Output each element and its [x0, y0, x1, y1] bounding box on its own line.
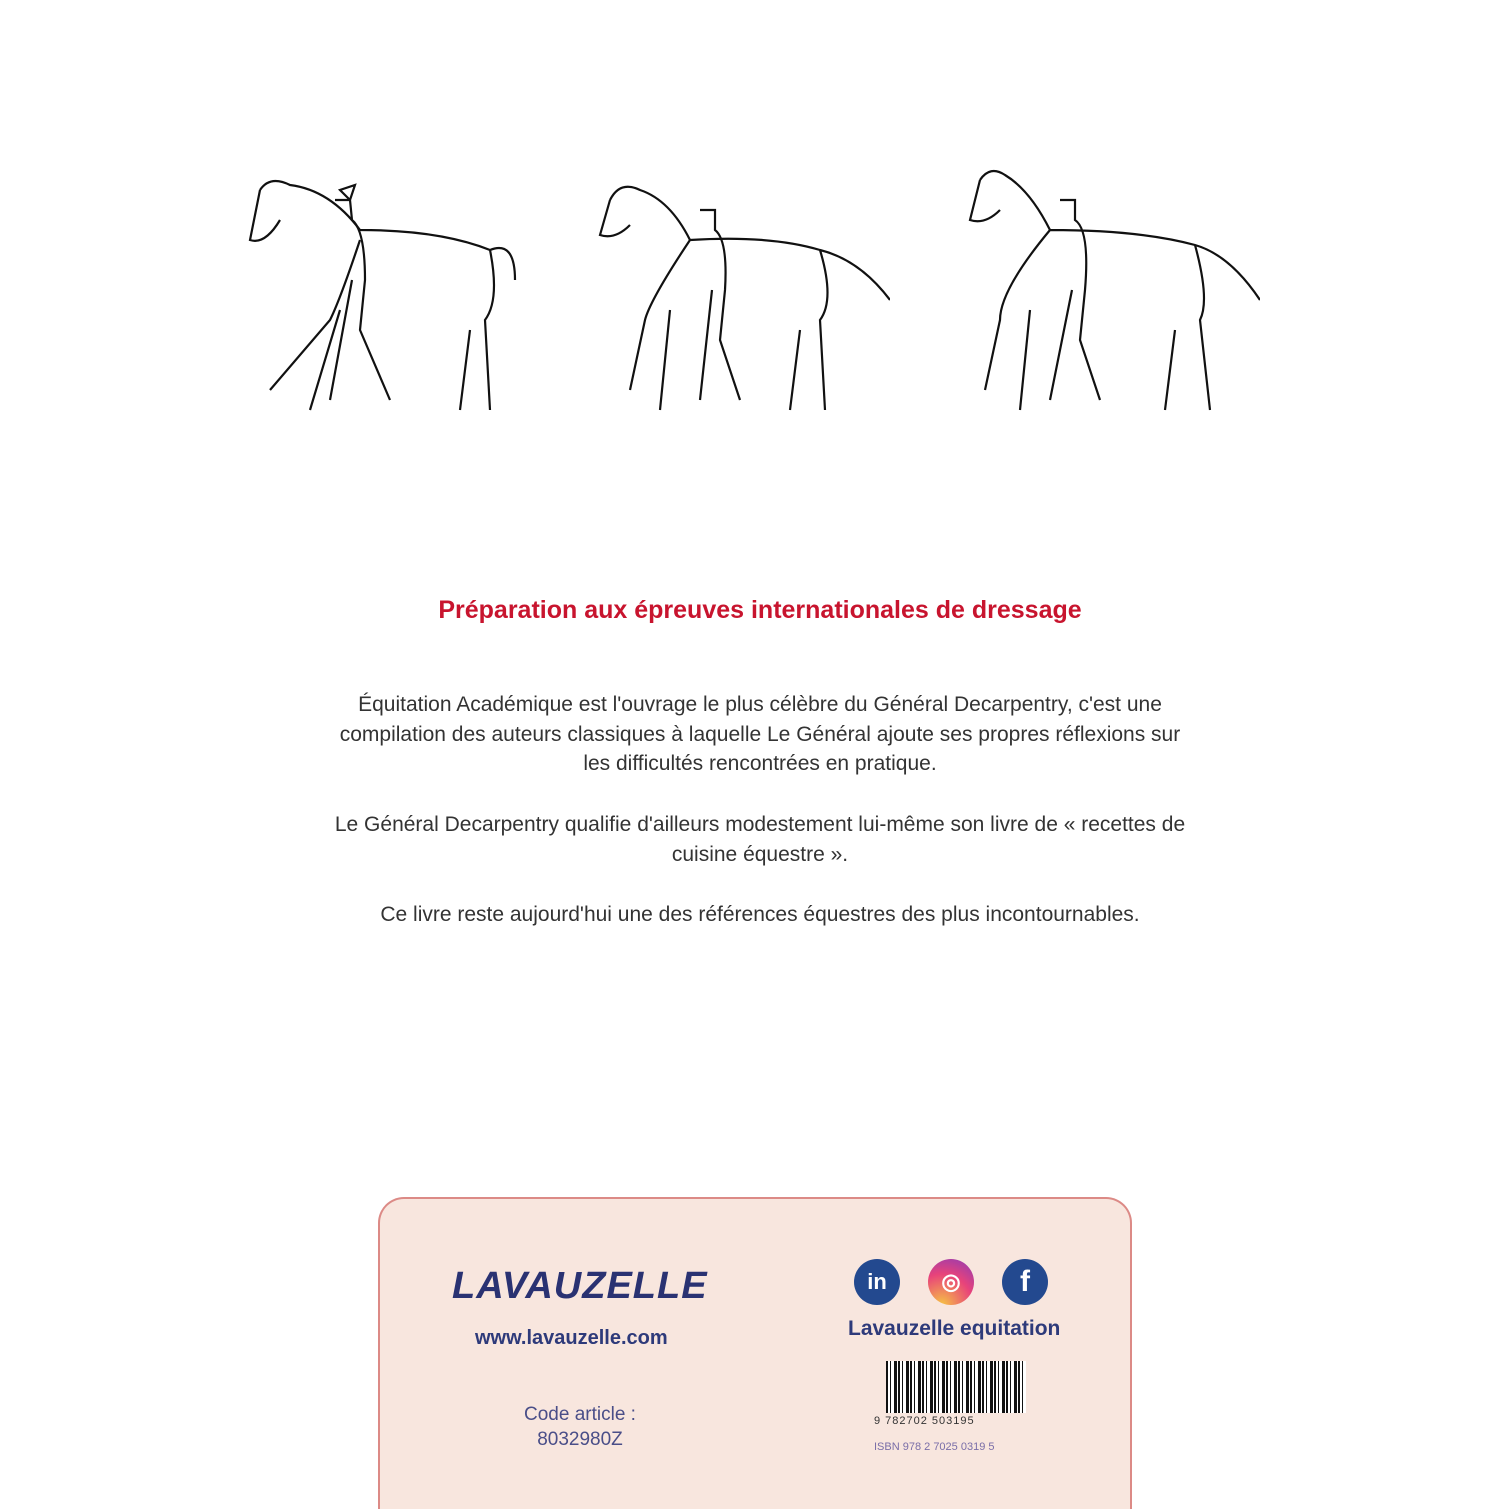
horse-illustration-3 [960, 160, 1260, 430]
publisher-logo: LAVAUZELLE [452, 1265, 708, 1307]
website-link[interactable]: www.lavauzelle.com [475, 1327, 668, 1349]
description-paragraph-2: Le Général Decarpentry qualifie d'ailleurs modestement lui-même son livre de « recettes de cuisine équestre ». [334, 813, 1186, 866]
instagram-icon[interactable]: ◎ [928, 1259, 974, 1305]
linkedin-icon[interactable]: in [854, 1259, 900, 1305]
article-code [500, 1402, 660, 1452]
social-icons [854, 1259, 1048, 1305]
horse-illustration-2 [590, 160, 890, 430]
code-label: Code article : [524, 1404, 636, 1425]
social-handle: Lavauzelle equitation [848, 1317, 1061, 1340]
isbn: ISBN 978 2 7025 0319 5 [874, 1441, 995, 1453]
facebook-icon[interactable]: f [1002, 1259, 1048, 1305]
barcode-digits: 9 782702 503195 [874, 1415, 975, 1427]
horse-illustration-1 [240, 160, 540, 430]
description-paragraph-1: Équitation Académique est l'ouvrage le plus célèbre du Général Decarpentry, c'est une compilation des auteurs classiques à laquelle Le Général ajoute ses propres réflexions sur les difficultés rencontrées en pratique. [339, 693, 1181, 775]
publisher-box [378, 1197, 1132, 1509]
description-paragraph-3: Ce livre reste aujourd'hui une des références équestres des plus incontournables. [380, 903, 1140, 926]
barcode [886, 1361, 1026, 1413]
code-value: 8032980Z [537, 1429, 623, 1450]
headline: Préparation aux épreuves internationales de dressage [438, 596, 1082, 624]
